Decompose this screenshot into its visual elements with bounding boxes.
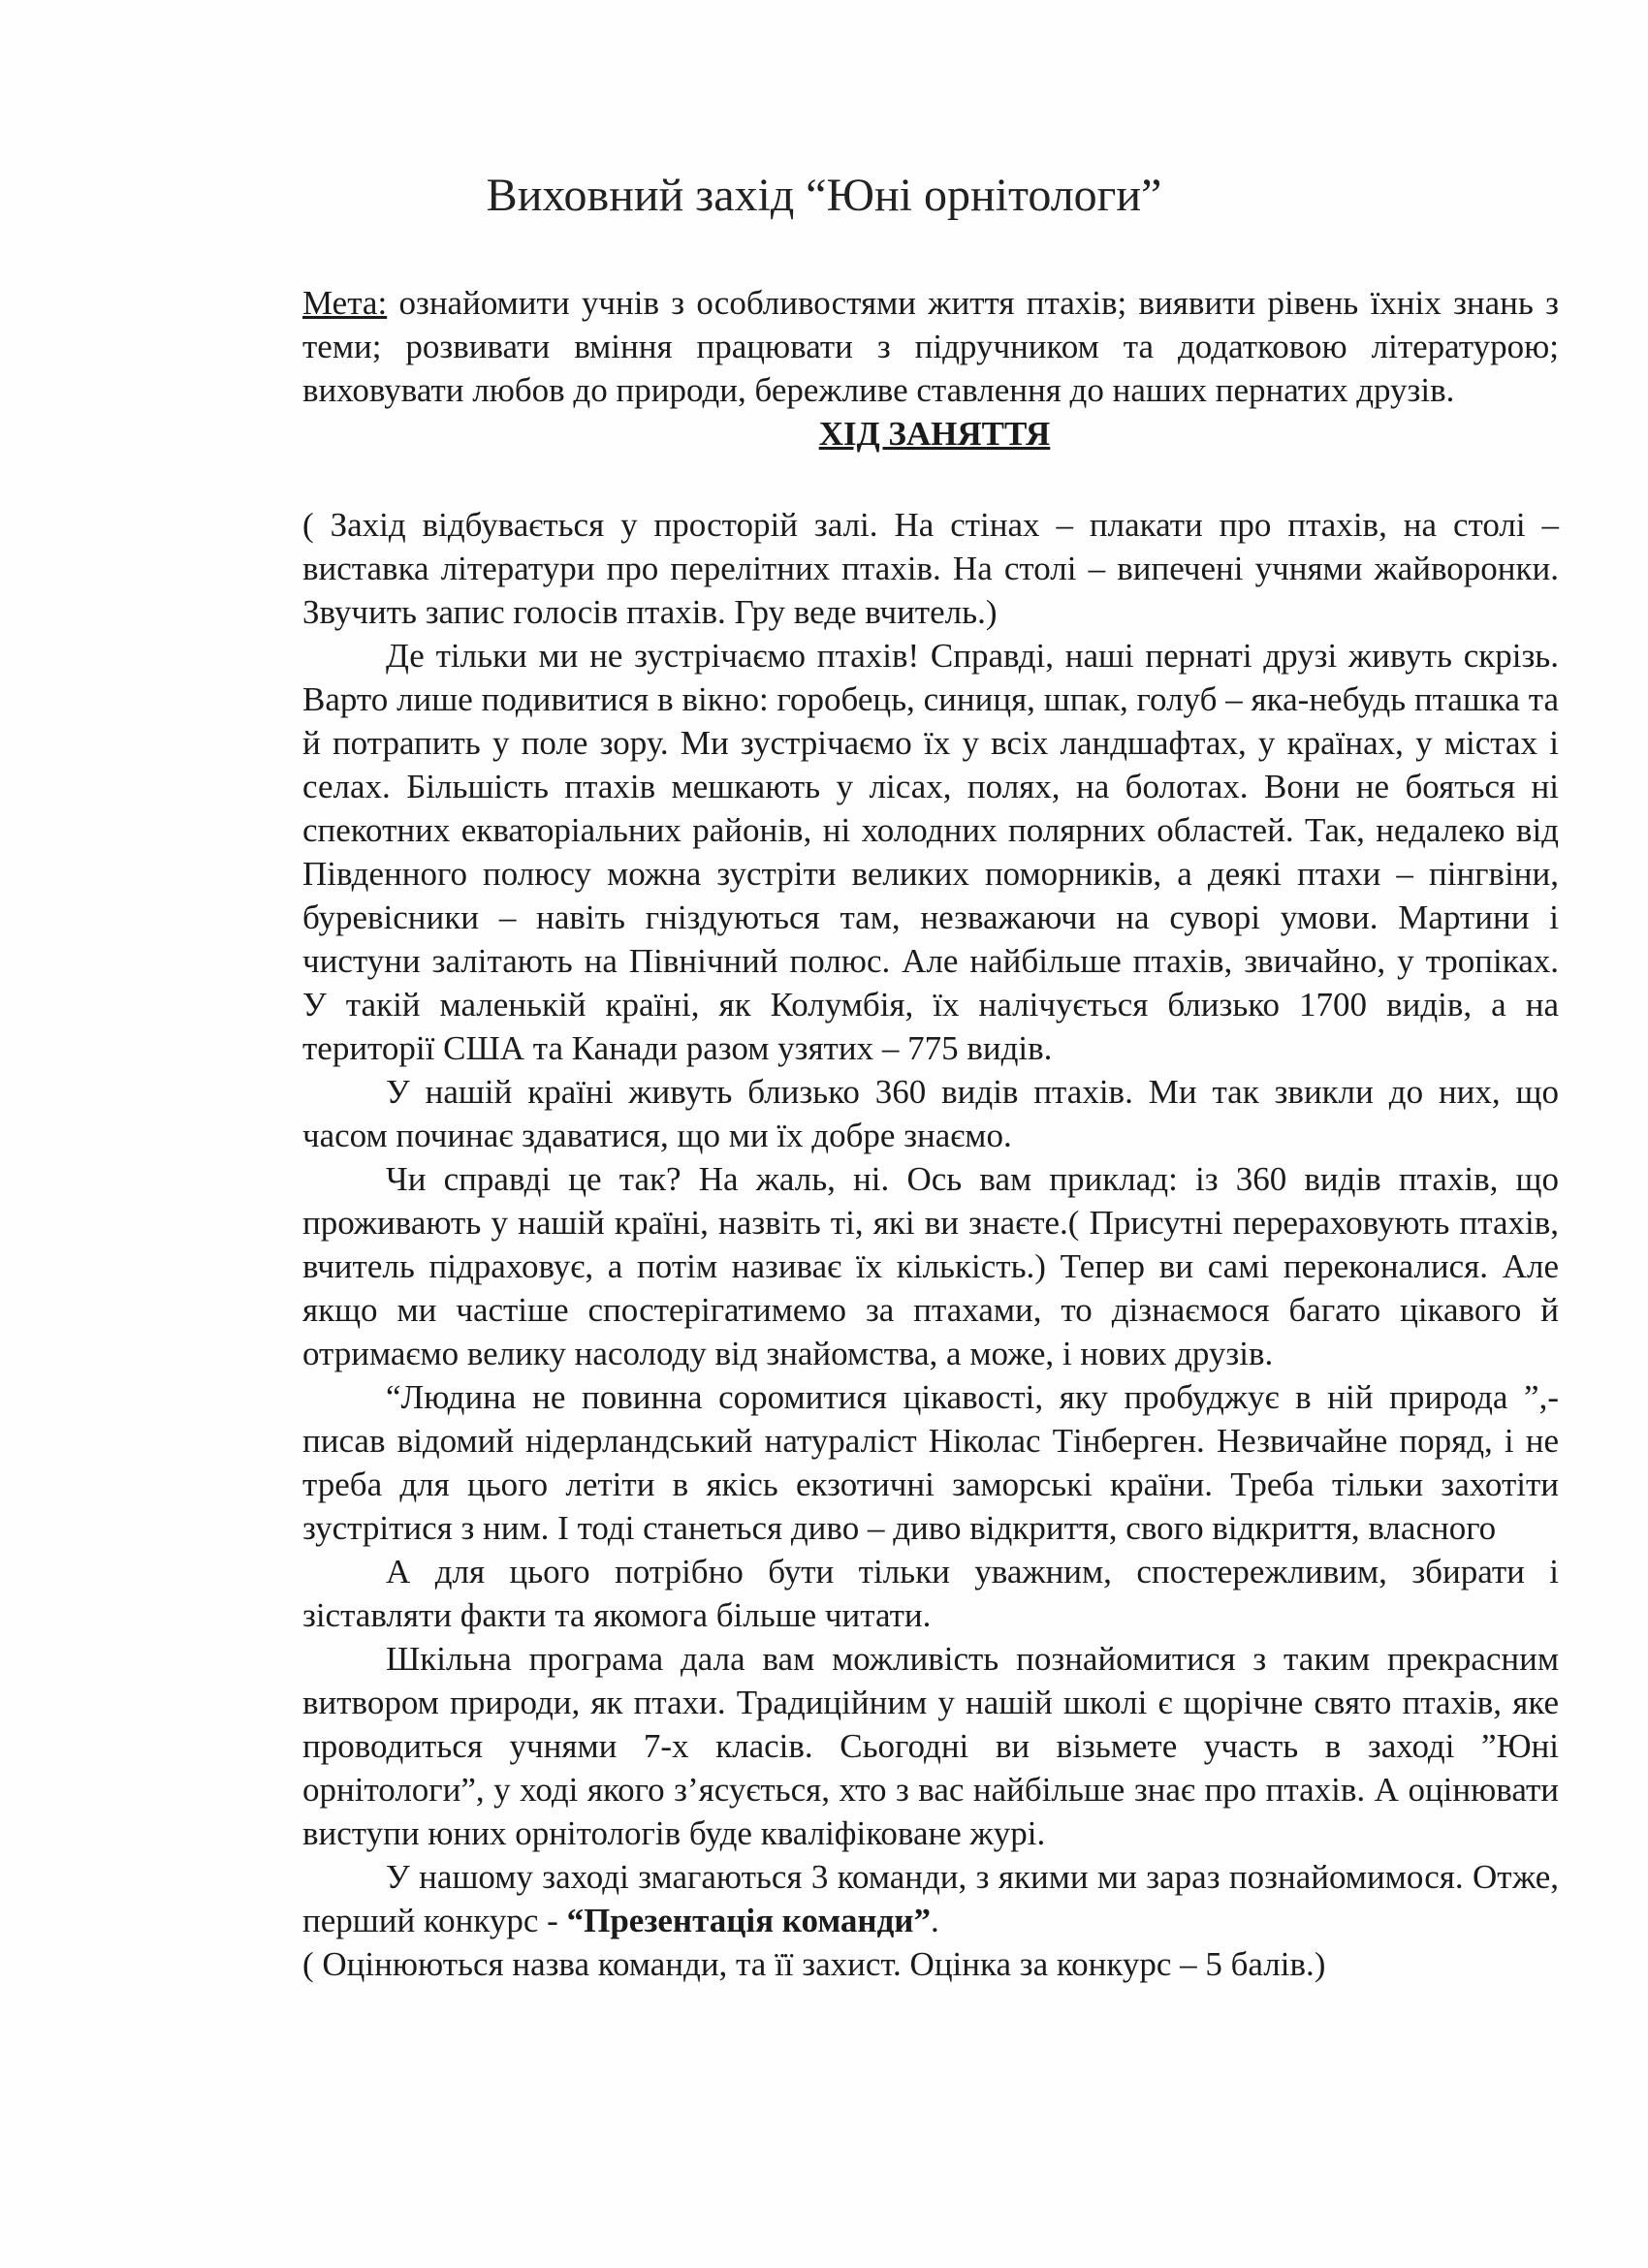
body-paragraph: У нашій країні живуть близько 360 видів птахів. Ми так звикли до них, що часом починає здаватися, що ми їх добре знаємо. xyxy=(302,1073,1559,1154)
body-paragraph: Чи справді це так? На жаль, ні. Ось вам приклад: із 360 видів птахів, що проживають у нашій країні, назвіть ті, які ви знаєте.( Присутні перераховують птахів, вчитель підраховує, а потім називає їх кількість.) Тепер ви самі переконалися. Але якщо ми частіше спостерігатимемо за птахами, то дізнаємося багато цікавого й отримаємо велику насолоду від знайомства, а може, і нових друзів. xyxy=(302,1160,1559,1372)
goal-text: ознайомити учнів з особливостями життя птахів; виявити рівень їхніх знань з теми; розвивати вміння працювати з підручником та додатковою літературою; виховувати любов до природи, бережливе ставлення до наших пернатих друзів. xyxy=(302,284,1559,409)
contest-intro-end: . xyxy=(930,1902,939,1939)
closing-note: ( Оцінюються назва команди, та її захист. Оцінка за конкурс – 5 балів.) xyxy=(302,1945,1326,1983)
document-body xyxy=(302,281,1559,1986)
body-paragraph: Шкільна програма дала вам можливість познайомитися з таким прекрасним витвором природи, як птахи. Традиційним у нашій школі є щорічне свято птахів, яке проводиться учнями 7-х класів. Сьогодні ви візьмете участь в заході ”Юні орнітологи”, у ході якого з’ясується, хто з вас найбільше знає про птахів. А оцінювати виступи юних орнітологів буде кваліфіковане журі. xyxy=(302,1640,1559,1852)
intro-paragraph: ( Захід відбувається у просторій залі. На стінах – плакати про птахів, на столі – виставка літератури про перелітних птахів. На столі – випечені учнями жайворонки. Звучить запис голосів птахів. Гру веде вчитель.) xyxy=(302,506,1559,631)
section-heading: ХІД ЗАНЯТТЯ xyxy=(818,415,1051,453)
document-title: Виховний захід “Юні орнітологи” xyxy=(486,170,1162,221)
contest-name: “Презентація команди” xyxy=(566,1902,931,1939)
quote-paragraph: “Людина не повинна соромитися цікавості, яку пробуджує в ній природа ”,- писав відомий нідерландський натураліст Ніколас Тінберген. Незвичайне поряд, і не треба для цього летіти в якісь екзотичні заморські країни. Треба тільки захотіти зустрітися з ним. І тоді станеться диво – диво відкриття, свого відкриття, власного xyxy=(302,1378,1559,1547)
goal-label: Мета: xyxy=(302,284,388,322)
body-paragraph: Де тільки ми не зустрічаємо птахів! Справді, наші пернаті друзі живуть скрізь. Варто лише подивитися в вікно: горобець, синиця, шпак, голуб – яка-небудь пташка та й потрапить у поле зору. Ми зустрічаємо їх у всіх ландшафтах, у країнах, у містах і селах. Більшість птахів мешкають у лісах, полях, на болотах. Вони не бояться ні спекотних екваторіальних районів, ні холодних полярних областей. Так, недалеко від Південного полюсу можна зустріти великих поморників, а деякі птахи – пінгвіни, буревісники – навіть гніздуються там, незважаючи на суворі умови. Мартини і чистуни залітають на Північний полюс. Але найбільше птахів, звичайно, у тропіках. У такій маленькій країні, як Колумбія, їх налічується близько 1700 видів, а на території США та Канади разом узятих – 775 видів. xyxy=(302,637,1559,1067)
body-paragraph: А для цього потрібно бути тільки уважним, спостережливим, збирати і зіставляти факти та якомога більше читати. xyxy=(302,1553,1559,1634)
contest-intro-text: У нашому заході змагаються 3 команди, з якими ми зараз познайомимося. Отже, перший конкурс - xyxy=(302,1858,1559,1939)
goal-paragraph xyxy=(302,281,1559,412)
contest-intro-paragraph xyxy=(302,1855,1559,1942)
